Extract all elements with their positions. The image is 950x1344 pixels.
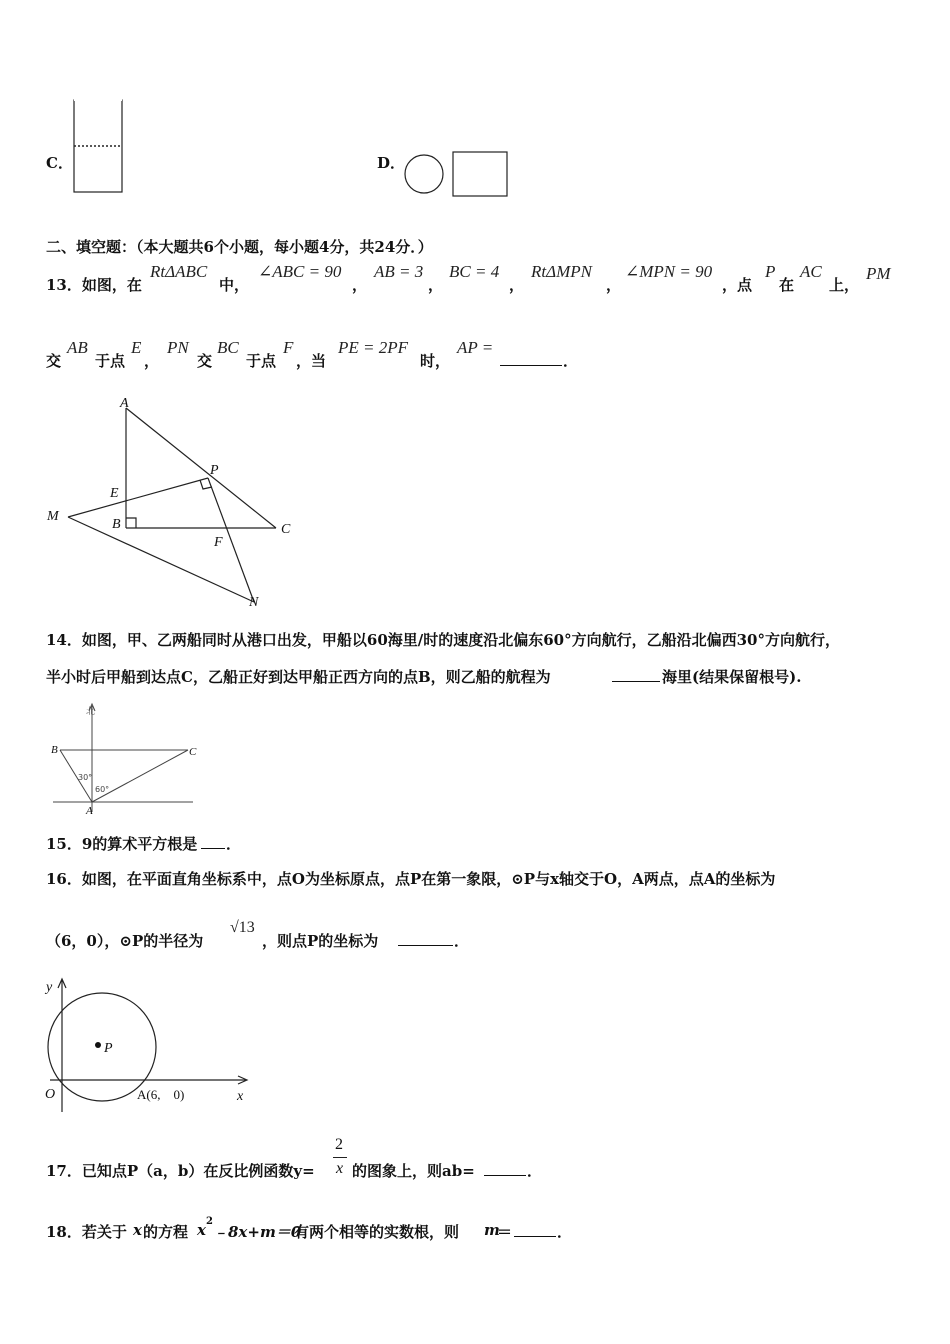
q13-bc2: BC [217,338,239,357]
q13-num: 13．如图，在 [46,276,142,294]
fig14-label-b: B [51,744,58,756]
q13-comma: ， [428,276,444,294]
fig16-label-a: A(6, 0) [137,1087,185,1102]
q18-pre: 18．若关于 [46,1223,127,1241]
q13-comma: ， [509,276,525,294]
option-d-figure [402,148,512,200]
q14-answer-blank[interactable] [612,668,660,682]
q13-text: ，当 [296,352,327,370]
q13-text: 交 [197,352,213,370]
q17-end: ． [527,1162,543,1180]
q13-figure [40,390,310,615]
option-c-figure [72,98,124,196]
q13-text: ，点 [722,276,753,294]
q18-eq-x: x [197,1221,206,1239]
q14-line1: 14．如图，甲、乙两船同时从港口出发，甲船以60海里/时的速度沿北偏东60°方向航行，乙船沿北偏西30°方向航行， [46,631,840,649]
fig13-label-p: P [210,463,219,478]
q13-ab: AB = 3 [374,262,424,281]
fig14-label-c: C [189,746,197,758]
q13-angle-mpn: ∠MPN = 90 [625,262,713,281]
fig13-label-c: C [281,522,291,537]
option-d-label: D． [377,154,406,172]
q13-comma: ， [144,352,160,370]
q17-pre: 17．已知点P（a，b）在反比例函数y= [46,1162,315,1180]
fig13-label-f: F [214,535,223,550]
q16-end: ． [454,932,470,950]
q13-rt-mpn: RtΔMPN [531,262,592,281]
q14-figure [48,700,198,820]
q13-end: ． [563,352,579,370]
fig16-label-y: y [46,980,53,995]
q13-ab2: AB [67,338,88,357]
q13-p: P [765,262,776,281]
q13-pn: PN [167,338,189,357]
q13-condition: PE = 2PF [338,338,409,357]
fig16-label-p: P [104,1041,113,1056]
q13-text: 时， [420,352,451,370]
q18-eq-rest: ﹣8x+m＝0 [213,1223,302,1241]
fig13-label-n: N [249,595,259,610]
q17-numerator: 2 [335,1136,343,1153]
q13-comma: ， [352,276,368,294]
fig16-label-x: x [237,1089,244,1104]
q18-m: m [484,1221,500,1239]
q13-answer-blank[interactable] [500,352,562,366]
q13-ap: AP = [457,338,494,357]
q15-end: ． [226,835,242,853]
q17-post: 的图象上，则ab= [352,1162,475,1180]
q13-text: 交 [46,352,62,370]
fig16-point-p [95,1042,101,1048]
q17-answer-blank[interactable] [484,1162,526,1176]
q13-rt-abc: RtΔABC [150,262,208,281]
q18-eq: ＝ [497,1223,513,1241]
q13-comma: ， [606,276,622,294]
q13-angle-abc: ∠ABC = 90 [258,262,342,281]
q13-text: 在 [779,276,795,294]
q16-line2b: ，则点P的坐标为 [262,932,379,950]
fig14-angle-60: 60° [95,785,110,794]
q14-line2b: 海里(结果保留根号). [662,668,802,686]
q16-answer-blank[interactable] [398,932,453,946]
option-c-label: C． [46,154,73,172]
q18-mid: 的方程 [143,1223,189,1241]
q18-sup: 2 [206,1216,213,1227]
q13-e: E [131,338,142,357]
q16-figure [40,972,260,1122]
q18-end: ． [557,1223,573,1241]
q18-answer-blank[interactable] [514,1223,556,1237]
fig13-label-a: A [120,396,129,411]
fig14-north: 北 [86,707,96,717]
fig13-label-b: B [112,517,121,532]
q13-bc: BC = 4 [449,262,500,281]
q15-answer-blank[interactable] [201,835,225,849]
q13-text: 于点 [246,352,277,370]
fig14-label-a: A [86,805,93,817]
section-heading: 二、填空题：（本大题共6个小题，每小题4分，共24分．） [46,238,433,256]
q17-fraction-bar [333,1157,347,1158]
q14-line2a: 半小时后甲船到达点C，乙船正好到达甲船正西方向的点B，则乙船的航程为 [46,668,551,686]
q13-ac: AC [800,262,822,281]
fig13-label-e: E [110,486,119,501]
fig14-angle-30: 30° [78,773,93,782]
q13-text: 上， [829,276,860,294]
q13-zhong: 中， [219,276,250,294]
q17-denominator: x [336,1160,344,1177]
fig16-label-o: O [45,1087,56,1102]
q16-line2a: （6，0），⊙P的半径为 [46,932,204,950]
q13-f: F [283,338,294,357]
q13-text: 于点 [95,352,126,370]
q15-text: 15．9的算术平方根是 [46,835,198,853]
q16-sqrt13: √13 [230,919,255,936]
q18-post: 有两个相等的实数根，则 [294,1223,460,1241]
fig13-label-m: M [47,509,59,524]
q13-pm: PM [866,264,891,283]
q16-line1: 16．如图，在平面直角坐标系中，点O为坐标原点，点P在第一象限，⊙P与x轴交于O，A两点，点A的坐标为 [46,870,776,888]
q18-x: x [133,1221,142,1239]
